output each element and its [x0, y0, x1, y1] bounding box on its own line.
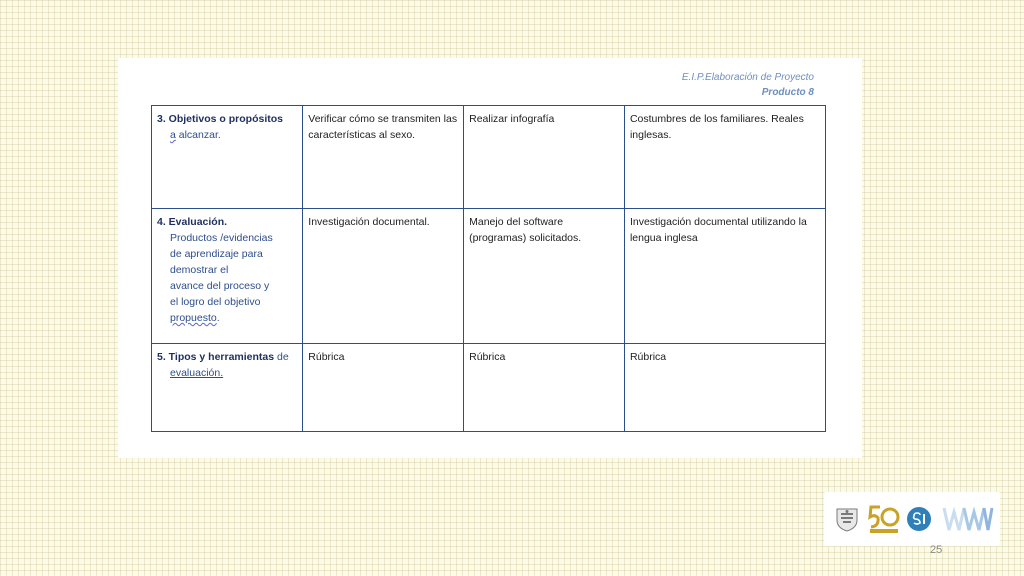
row-subheading: [157, 365, 298, 381]
unam-crest-icon: [834, 506, 860, 532]
row-heading: 3. Objetivos o propósitos: [157, 113, 284, 125]
table-cell: Realizar infografía: [464, 106, 625, 209]
table-cell: Rúbrica: [624, 344, 825, 432]
row-subheading-line: de aprendizaje para: [170, 248, 263, 260]
row-subheading-word: evaluación.: [170, 367, 224, 379]
wave-logo: [942, 504, 994, 534]
table-row: [152, 344, 826, 432]
row-subheading-line: Productos /evidencias: [170, 232, 273, 244]
logo-strip: [824, 492, 1000, 546]
row-subheading-line: avance del proceso y: [170, 280, 270, 292]
50-dgre-logo: [868, 504, 900, 534]
row-heading-cell: [152, 209, 303, 344]
document-header: [682, 70, 814, 100]
slide-number: 25: [930, 544, 943, 556]
table-cell: Verificar cómo se transmiten las características al sexo.: [303, 106, 464, 209]
table-cell: Costumbres de los familiares. Reales inglesas.: [624, 106, 825, 209]
row-subheading-word: a: [170, 129, 176, 141]
row-heading-rest: de: [274, 351, 289, 363]
si-logo: [906, 506, 936, 532]
table-cell: Rúbrica: [464, 344, 625, 432]
row-heading: 4. Evaluación.: [157, 216, 228, 228]
evaluation-table: [151, 105, 826, 432]
row-subheading-rest: alcanzar.: [175, 129, 221, 141]
header-line-2: Producto 8: [761, 87, 814, 98]
row-subheading: [157, 127, 298, 143]
row-heading: [157, 349, 298, 365]
row-subheading-word: propuesto: [170, 312, 217, 324]
table-cell: Investigación documental utilizando la lengua inglesa: [624, 209, 825, 344]
header-line-1: E.I.P.Elaboración de Proyecto: [681, 72, 814, 83]
table-cell: Rúbrica: [303, 344, 464, 432]
row-heading-bold: 5. Tipos y herramientas: [157, 351, 275, 363]
table-cell: Investigación documental.: [303, 209, 464, 344]
row-subheading-line: [157, 310, 298, 326]
row-subheading-line: el logro del objetivo: [170, 296, 261, 308]
row-subheading-suffix: .: [216, 312, 220, 324]
table-row: [152, 209, 826, 344]
table-row: [152, 106, 826, 209]
row-subheading-line: demostrar el: [170, 264, 229, 276]
row-heading-cell: [152, 106, 303, 209]
row-heading-cell: [152, 344, 303, 432]
table-cell: Manejo del software (programas) solicitados.: [464, 209, 625, 344]
